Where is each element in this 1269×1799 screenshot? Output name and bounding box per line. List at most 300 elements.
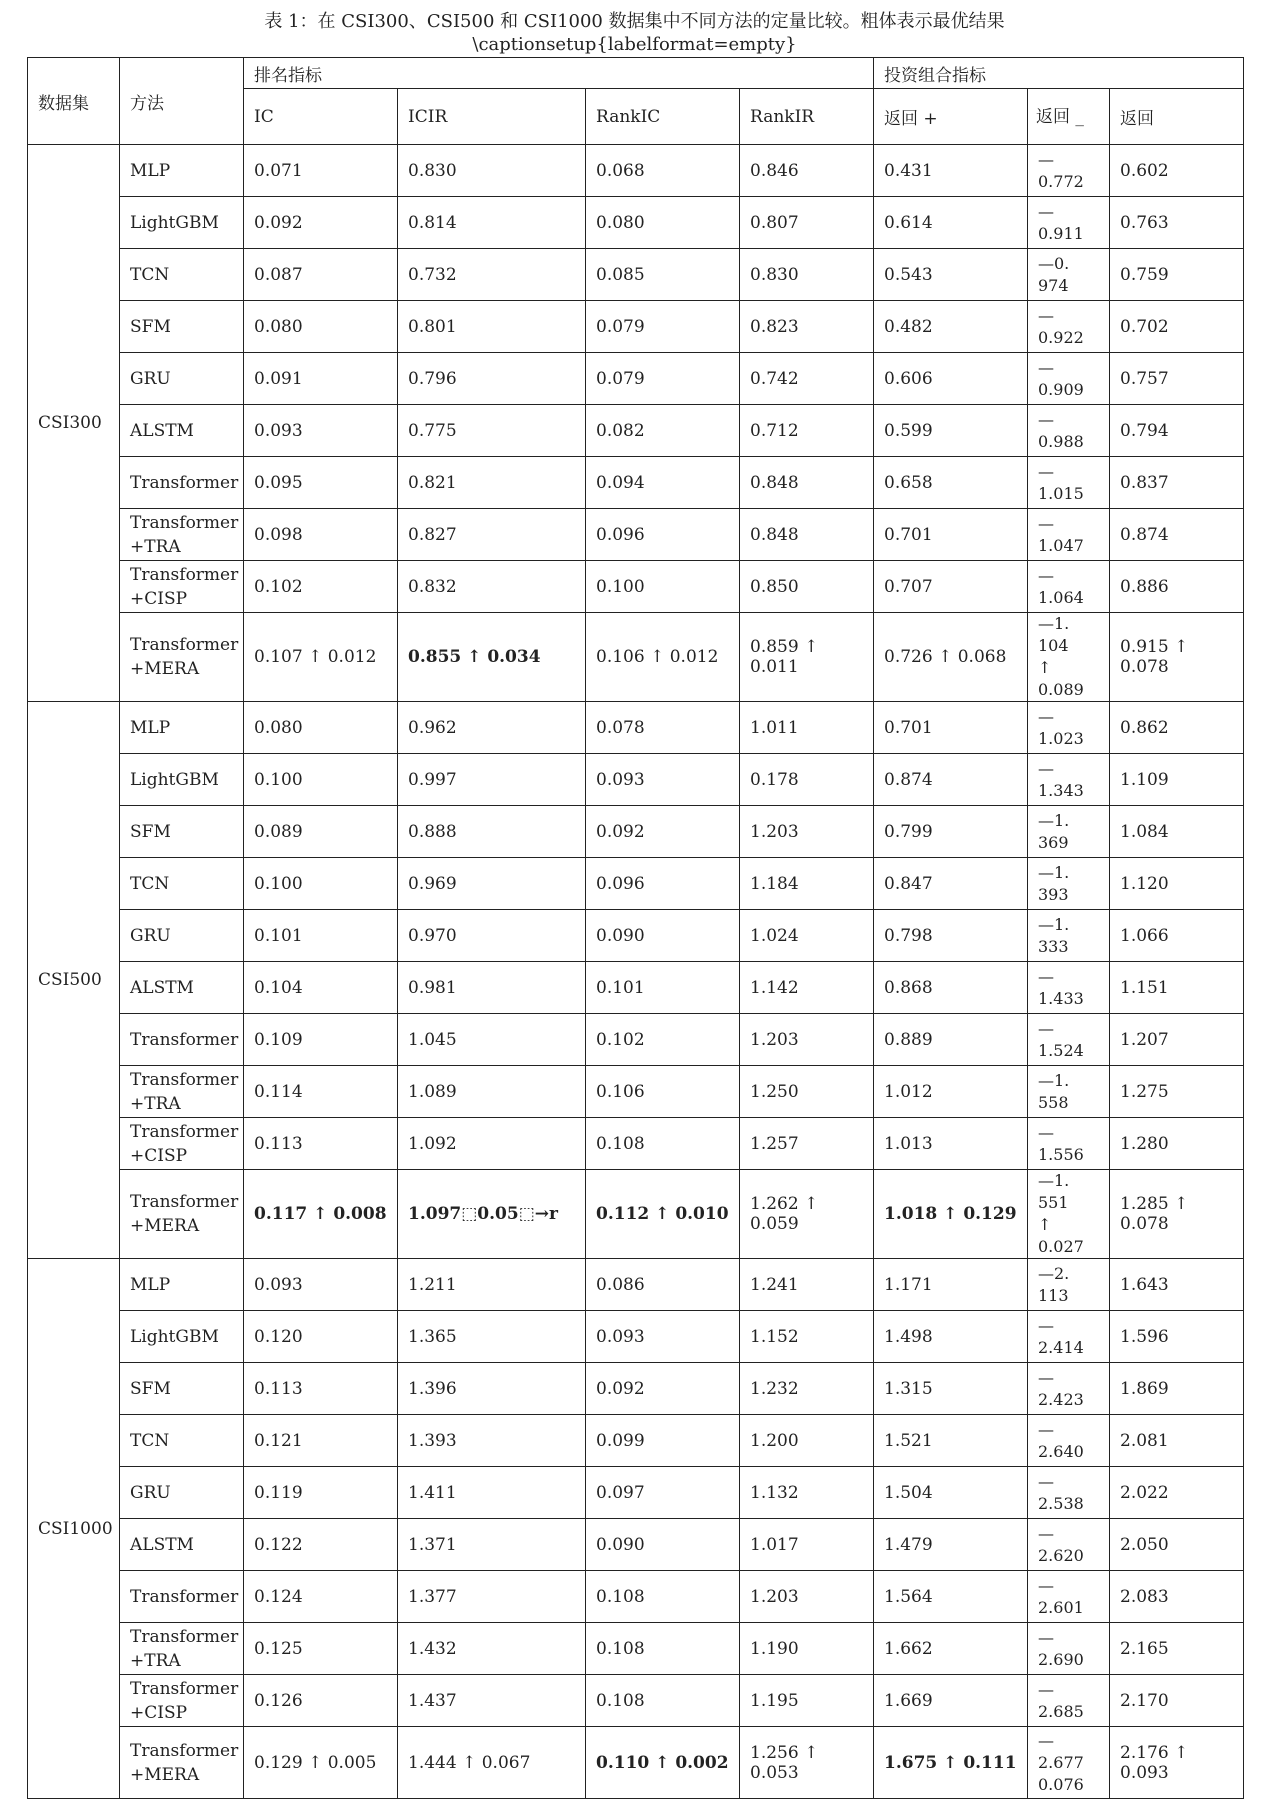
value-text: 0.093	[596, 1326, 645, 1347]
value-text: 0.832	[408, 576, 457, 597]
value-cell	[1110, 1363, 1244, 1415]
value-cell	[244, 457, 398, 509]
method-label-line: SFM	[130, 821, 171, 842]
value-text: 1.371	[408, 1534, 457, 1555]
value-cell	[740, 1014, 874, 1066]
value-cell-return-minus	[1028, 1311, 1110, 1363]
value-line: —	[1038, 1679, 1054, 1699]
value-text: 1.203	[750, 1586, 799, 1607]
table-row	[28, 806, 1244, 858]
value-cell-return-minus	[1028, 1519, 1110, 1571]
value-cell	[1110, 1118, 1244, 1170]
table-row	[28, 249, 1244, 301]
value-text: 0.106 ↑ 0.012	[596, 647, 719, 667]
value-cell	[1110, 249, 1244, 301]
value-line: 2.677	[1038, 1752, 1084, 1772]
value-cell	[1110, 457, 1244, 509]
value-line: —	[1038, 1627, 1054, 1647]
method-cell	[120, 1170, 244, 1259]
value-text: 0.092	[596, 1378, 645, 1399]
method-label-line: Transformer	[130, 1121, 239, 1142]
value-cell	[586, 509, 740, 561]
value-cell	[398, 145, 586, 197]
value-cell	[874, 561, 1028, 613]
method-label-line: GRU	[130, 925, 171, 946]
value-cell	[244, 1363, 398, 1415]
value-text: 0.102	[254, 576, 303, 597]
value-text: 1.066	[1120, 925, 1169, 946]
method-cell	[120, 702, 244, 754]
value-text: 0.970	[408, 925, 457, 946]
value-text: 0.101	[596, 977, 645, 998]
value-line: 1.064	[1038, 587, 1084, 607]
value-cell	[398, 1727, 586, 1799]
value-text: 0.089	[254, 821, 303, 842]
value-text: 0.814	[408, 212, 457, 233]
value-text: 0.096	[596, 524, 645, 545]
header-icir: ICIR	[398, 89, 586, 145]
value-line: 0.922	[1038, 327, 1084, 347]
table-row	[28, 1623, 1244, 1675]
value-line: —	[1038, 1575, 1054, 1595]
method-cell	[120, 858, 244, 910]
method-cell	[120, 405, 244, 457]
method-cell	[120, 561, 244, 613]
header-ic: IC	[244, 89, 398, 145]
value-cell	[398, 1571, 586, 1623]
table-row	[28, 1363, 1244, 1415]
table-row	[28, 1727, 1244, 1799]
value-text: 0.658	[884, 472, 933, 493]
value-text: 0.886	[1120, 576, 1169, 597]
value-text: 1.017	[750, 1534, 799, 1555]
value-cell	[874, 1170, 1028, 1259]
value-text: 0.093	[596, 769, 645, 790]
value-cell	[244, 1623, 398, 1675]
value-line: 2.640	[1038, 1441, 1084, 1461]
value-cell	[244, 1118, 398, 1170]
value-cell	[398, 910, 586, 962]
value-text: 0.092	[596, 821, 645, 842]
value-text: 0.068	[596, 160, 645, 181]
value-cell	[1110, 1727, 1244, 1799]
method-cell	[120, 1259, 244, 1311]
value-cell	[586, 613, 740, 702]
value-text: 1.596	[1120, 1326, 1169, 1347]
value-cell	[244, 962, 398, 1014]
value-cell	[586, 702, 740, 754]
table-row	[28, 1066, 1244, 1118]
value-cell	[244, 1675, 398, 1727]
value-cell-return-minus	[1028, 1066, 1110, 1118]
value-text: 0.095	[254, 472, 303, 493]
value-cell	[244, 613, 398, 702]
value-cell	[398, 1170, 586, 1259]
best-value: 0.117 ↑ 0.008	[254, 1204, 387, 1224]
value-text: 1.377	[408, 1586, 457, 1607]
value-text: 1.184	[750, 873, 799, 894]
value-cell	[740, 806, 874, 858]
header-portfolio-group: 投资组合指标	[874, 58, 1244, 89]
caption-setup-line: \captionsetup{labelformat=empty}	[472, 34, 797, 55]
value-cell	[586, 1259, 740, 1311]
value-cell	[740, 1415, 874, 1467]
value-cell	[586, 1118, 740, 1170]
method-cell	[120, 1311, 244, 1363]
value-cell	[586, 1066, 740, 1118]
value-cell	[1110, 405, 1244, 457]
value-cell	[874, 1118, 1028, 1170]
value-text: 0.702	[1120, 316, 1169, 337]
table-row	[28, 405, 1244, 457]
value-text: 0.102	[596, 1029, 645, 1050]
value-line: —	[1038, 1730, 1054, 1750]
value-cell	[1110, 1014, 1244, 1066]
best-value: 1.097⬚0.05⬚→r	[408, 1204, 558, 1224]
value-text: 0.801	[408, 316, 457, 337]
value-text: 1.479	[884, 1534, 933, 1555]
value-cell	[586, 1363, 740, 1415]
value-cell	[874, 1363, 1028, 1415]
value-cell	[874, 145, 1028, 197]
value-line: —1.	[1038, 914, 1070, 934]
value-cell	[244, 1727, 398, 1799]
value-cell	[874, 197, 1028, 249]
method-label-line: +MERA	[130, 1764, 200, 1785]
value-line: —0.	[1038, 253, 1070, 273]
value-cell	[586, 249, 740, 301]
dataset-cell: CSI300	[28, 145, 120, 702]
value-text: 0.091	[254, 368, 303, 389]
value-cell	[874, 1014, 1028, 1066]
value-text: 1.315	[884, 1378, 933, 1399]
value-text: 1.411	[408, 1482, 457, 1503]
best-value: 0.112 ↑ 0.010	[596, 1204, 729, 1224]
value-text: 0.085	[596, 264, 645, 285]
method-cell	[120, 1415, 244, 1467]
value-cell	[398, 353, 586, 405]
table-row	[28, 858, 1244, 910]
value-line: 558	[1038, 1092, 1069, 1112]
value-cell	[586, 353, 740, 405]
value-cell	[874, 1675, 1028, 1727]
method-cell	[120, 613, 244, 702]
method-cell	[120, 457, 244, 509]
value-cell-return-minus	[1028, 1170, 1110, 1259]
value-cell	[740, 1519, 874, 1571]
value-cell	[586, 1623, 740, 1675]
value-text: 0.862	[1120, 717, 1169, 738]
value-cell	[874, 1571, 1028, 1623]
method-label-line: ALSTM	[130, 420, 194, 441]
value-cell	[398, 754, 586, 806]
value-cell	[874, 1519, 1028, 1571]
value-cell-return-minus	[1028, 1467, 1110, 1519]
value-text: 0.827	[408, 524, 457, 545]
value-cell	[398, 1415, 586, 1467]
value-line: 0.076	[1038, 1774, 1084, 1794]
value-text: 0.097	[596, 1482, 645, 1503]
value-cell	[1110, 962, 1244, 1014]
value-cell	[874, 457, 1028, 509]
method-cell	[120, 1675, 244, 1727]
value-line: —	[1038, 149, 1054, 169]
value-text: 0.101	[254, 925, 303, 946]
table-row	[28, 561, 1244, 613]
value-text: 1.120	[1120, 873, 1169, 894]
value-cell	[1110, 301, 1244, 353]
value-cell	[740, 509, 874, 561]
value-text: 2.170	[1120, 1690, 1169, 1711]
value-text: 0.093	[254, 420, 303, 441]
value-cell	[398, 1066, 586, 1118]
value-cell	[586, 962, 740, 1014]
value-cell	[398, 1623, 586, 1675]
value-cell	[244, 754, 398, 806]
value-text: 1.012	[884, 1081, 933, 1102]
method-label-line: SFM	[130, 316, 171, 337]
best-value: 0.855 ↑ 0.034	[408, 647, 541, 667]
value-text: 0.543	[884, 264, 933, 285]
caption-title: 表 1：在 CSI300、CSI500 和 CSI1000 数据集中不同方法的定量比较。粗体表示最优结果	[264, 11, 1005, 32]
value-cell	[586, 1170, 740, 1259]
method-cell	[120, 1014, 244, 1066]
value-text: 0.742	[750, 368, 799, 389]
value-line: 1.343	[1038, 780, 1084, 800]
value-cell	[398, 806, 586, 858]
value-cell	[874, 702, 1028, 754]
value-text: 1.200	[750, 1430, 799, 1451]
value-cell	[244, 1170, 398, 1259]
value-cell	[398, 613, 586, 702]
value-cell	[398, 249, 586, 301]
value-cell	[740, 1467, 874, 1519]
value-line: 2.620	[1038, 1545, 1084, 1565]
method-label-line: MLP	[130, 160, 171, 181]
table-row	[28, 1118, 1244, 1170]
value-cell-return-minus	[1028, 509, 1110, 561]
table-row	[28, 509, 1244, 561]
value-text: 1.195	[750, 1690, 799, 1711]
value-text: 0.100	[254, 873, 303, 894]
method-cell	[120, 197, 244, 249]
value-line: —1.	[1038, 1171, 1070, 1190]
method-label-line: Transformer	[130, 472, 239, 493]
value-text: 2.176 ↑ 0.093	[1120, 1742, 1189, 1783]
value-cell	[1110, 1519, 1244, 1571]
value-cell	[398, 1118, 586, 1170]
value-text: 2.165	[1120, 1638, 1169, 1659]
value-line: 551	[1038, 1193, 1069, 1212]
value-text: 0.099	[596, 1430, 645, 1451]
value-text: 0.859 ↑ 0.011	[750, 637, 819, 677]
method-cell	[120, 1623, 244, 1675]
table-row	[28, 1571, 1244, 1623]
value-cell-return-minus	[1028, 145, 1110, 197]
method-label-line: +MERA	[130, 1216, 200, 1236]
value-cell-return-minus	[1028, 353, 1110, 405]
value-cell	[398, 197, 586, 249]
header-ranking-group: 排名指标	[244, 58, 874, 89]
value-text: 0.602	[1120, 160, 1169, 181]
value-text: 1.171	[884, 1274, 933, 1295]
value-text: 0.798	[884, 925, 933, 946]
table-row	[28, 1467, 1244, 1519]
value-text: 1.013	[884, 1133, 933, 1154]
method-cell	[120, 1519, 244, 1571]
header-rankic: RankIC	[586, 89, 740, 145]
value-text: 1.109	[1120, 769, 1169, 790]
value-cell	[586, 1415, 740, 1467]
value-text: 0.125	[254, 1638, 303, 1659]
value-cell	[244, 858, 398, 910]
value-cell-return-minus	[1028, 457, 1110, 509]
value-text: 0.107 ↑ 0.012	[254, 647, 377, 667]
value-text: 1.011	[750, 717, 799, 738]
value-text: 0.888	[408, 821, 457, 842]
value-cell	[244, 1467, 398, 1519]
value-cell	[740, 1118, 874, 1170]
value-line: 2.601	[1038, 1597, 1084, 1617]
value-line: 369	[1038, 832, 1069, 852]
value-text: 0.120	[254, 1326, 303, 1347]
value-text: 0.701	[884, 717, 933, 738]
value-cell-return-minus	[1028, 301, 1110, 353]
value-cell	[244, 1571, 398, 1623]
value-text: 1.564	[884, 1586, 933, 1607]
value-text: 0.850	[750, 576, 799, 597]
value-cell	[244, 1415, 398, 1467]
value-text: 0.108	[596, 1690, 645, 1711]
value-text: 0.794	[1120, 420, 1169, 441]
value-cell	[874, 1259, 1028, 1311]
value-cell	[740, 1170, 874, 1259]
value-line: —	[1038, 461, 1054, 481]
value-cell	[874, 858, 1028, 910]
value-cell	[244, 301, 398, 353]
value-cell	[244, 1066, 398, 1118]
value-text: 0.079	[596, 316, 645, 337]
value-cell	[586, 405, 740, 457]
value-cell	[1110, 1467, 1244, 1519]
value-text: 0.114	[254, 1081, 303, 1102]
value-line: 0.772	[1038, 171, 1084, 191]
value-cell	[244, 1259, 398, 1311]
value-cell	[740, 561, 874, 613]
value-text: 1.285 ↑ 0.078	[1120, 1194, 1189, 1234]
value-text: 0.098	[254, 524, 303, 545]
value-cell	[740, 301, 874, 353]
value-text: 1.132	[750, 1482, 799, 1503]
table-row	[28, 1311, 1244, 1363]
header-method: 方法	[120, 58, 244, 145]
value-cell	[244, 561, 398, 613]
value-text: 0.108	[596, 1133, 645, 1154]
value-cell	[244, 910, 398, 962]
method-cell	[120, 962, 244, 1014]
value-line: —	[1038, 565, 1054, 585]
table-row	[28, 145, 1244, 197]
value-text: 0.482	[884, 316, 933, 337]
value-cell	[874, 1311, 1028, 1363]
value-line: 1.433	[1038, 988, 1084, 1008]
value-text: 0.108	[596, 1586, 645, 1607]
value-text: 0.799	[884, 821, 933, 842]
method-label-line: LightGBM	[130, 212, 219, 233]
value-cell	[398, 561, 586, 613]
value-text: 1.256 ↑ 0.053	[750, 1742, 819, 1783]
value-text: 0.113	[254, 1133, 303, 1154]
method-cell	[120, 1727, 244, 1799]
value-text: 0.090	[596, 1534, 645, 1555]
value-text: 0.124	[254, 1586, 303, 1607]
value-cell	[740, 1259, 874, 1311]
value-cell	[1110, 754, 1244, 806]
method-label-line: GRU	[130, 368, 171, 389]
value-text: 0.868	[884, 977, 933, 998]
value-cell	[244, 806, 398, 858]
value-cell	[874, 1415, 1028, 1467]
value-text: 0.079	[596, 368, 645, 389]
method-label-line: +TRA	[130, 1093, 181, 1114]
value-cell	[398, 962, 586, 1014]
method-label-line: Transformer	[130, 635, 239, 655]
method-cell	[120, 806, 244, 858]
method-label-line: LightGBM	[130, 1326, 219, 1347]
value-text: 0.726 ↑ 0.068	[884, 647, 1007, 667]
method-label-line: TCN	[130, 873, 170, 894]
value-text: 0.606	[884, 368, 933, 389]
value-cell	[1110, 1571, 1244, 1623]
value-text: 1.207	[1120, 1029, 1169, 1050]
value-text: 0.113	[254, 1378, 303, 1399]
best-value: 1.675 ↑ 0.111	[884, 1752, 1017, 1773]
value-text: 1.262 ↑ 0.059	[750, 1194, 819, 1234]
value-text: 1.275	[1120, 1081, 1169, 1102]
value-line: 0.988	[1038, 431, 1084, 451]
value-text: 0.080	[254, 316, 303, 337]
value-cell	[1110, 1623, 1244, 1675]
value-line: —1.	[1038, 1070, 1070, 1090]
value-text: 0.796	[408, 368, 457, 389]
value-line: —	[1038, 1018, 1054, 1038]
value-cell	[586, 1519, 740, 1571]
value-text: 0.129 ↑ 0.005	[254, 1752, 377, 1773]
value-cell	[586, 806, 740, 858]
value-cell	[398, 1259, 586, 1311]
value-text: 0.104	[254, 977, 303, 998]
value-line: —	[1038, 201, 1054, 221]
value-text: 2.022	[1120, 1482, 1169, 1503]
value-line: 393	[1038, 884, 1069, 904]
value-line: 974	[1038, 275, 1069, 295]
dataset-cell: CSI500	[28, 702, 120, 1259]
value-cell	[874, 806, 1028, 858]
method-label-line: Transformer	[130, 1678, 239, 1699]
value-cell-return-minus	[1028, 561, 1110, 613]
method-cell	[120, 1363, 244, 1415]
value-cell	[398, 1675, 586, 1727]
value-cell-return-minus	[1028, 1259, 1110, 1311]
value-cell	[244, 702, 398, 754]
method-label-line: Transformer	[130, 1626, 239, 1647]
method-label-line: Transformer	[130, 1192, 239, 1212]
value-cell	[244, 1519, 398, 1571]
method-label-line: ALSTM	[130, 1534, 194, 1555]
value-cell	[586, 1675, 740, 1727]
method-cell	[120, 145, 244, 197]
header-return-minus: 返回 _	[1028, 89, 1110, 145]
